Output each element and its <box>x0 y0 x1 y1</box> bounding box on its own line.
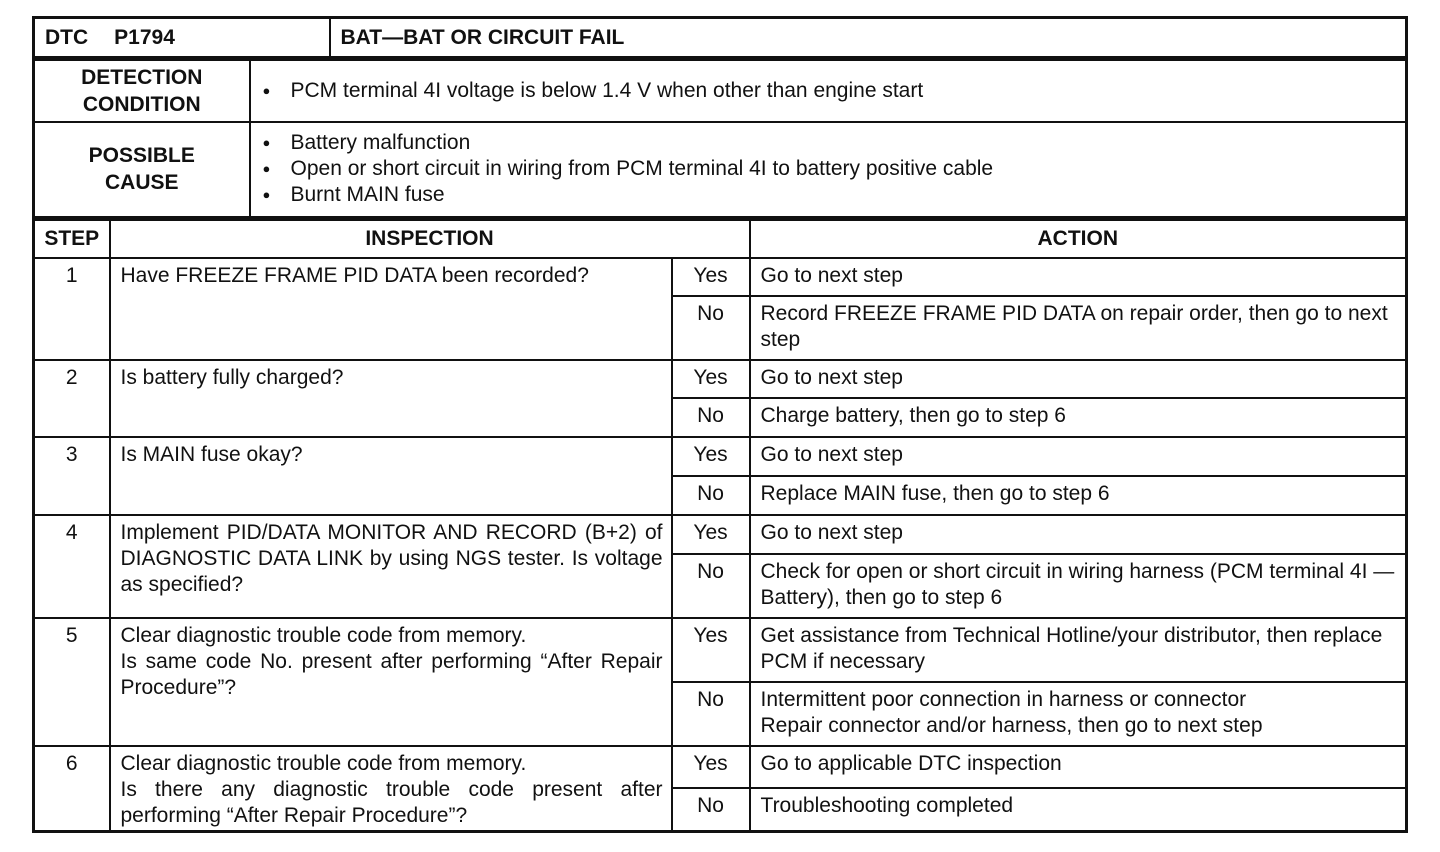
step-inspection: Have FREEZE FRAME PID DATA been recorded? <box>110 258 672 360</box>
steps-table <box>32 219 1408 834</box>
step-row <box>34 258 1407 296</box>
yes-action: Go to next step <box>750 360 1407 398</box>
step-number: 2 <box>34 360 110 437</box>
step-number: 5 <box>34 618 110 746</box>
step-inspection: Is battery fully charged? <box>110 360 672 437</box>
no-action: Charge battery, then go to step 6 <box>750 398 1407 437</box>
yes-action: Go to applicable DTC inspection <box>750 746 1407 788</box>
no-label: No <box>672 296 750 360</box>
step-row <box>34 515 1407 554</box>
dtc-label: DTC <box>45 25 89 49</box>
step-row <box>34 618 1407 682</box>
no-action: Intermittent poor connection in harness or connector Repair connector and/or harness, then go to next step <box>750 682 1407 746</box>
step-inspection: Clear diagnostic trouble code from memory. Is same code No. present after performing “After Repair Procedure”? <box>110 618 672 746</box>
yes-label: Yes <box>672 618 750 682</box>
yes-label: Yes <box>672 746 750 788</box>
possible-cause-label: POSSIBLE CAUSE <box>34 122 250 217</box>
detection-label: DETECTION CONDITION <box>34 60 250 122</box>
col-inspection: INSPECTION <box>110 220 750 258</box>
no-label: No <box>672 682 750 746</box>
step-row <box>34 746 1407 788</box>
conditions-table <box>32 59 1408 219</box>
no-action: Troubleshooting completed <box>750 788 1407 832</box>
step-number: 6 <box>34 746 110 832</box>
no-label: No <box>672 788 750 832</box>
yes-label: Yes <box>672 515 750 554</box>
yes-action: Go to next step <box>750 258 1407 296</box>
cause-item: ● Open or short circuit in wiring from PCM terminal 4I to battery positive cable <box>259 156 1406 182</box>
yes-action: Go to next step <box>750 437 1407 476</box>
no-action: Replace MAIN fuse, then go to step 6 <box>750 476 1407 515</box>
cause-item: ● Battery malfunction <box>259 130 1406 156</box>
dtc-title: BAT—BAT OR CIRCUIT FAIL <box>330 18 1407 58</box>
col-step: STEP <box>34 220 110 258</box>
step-row <box>34 360 1407 398</box>
yes-action: Go to next step <box>750 515 1407 554</box>
yes-label: Yes <box>672 437 750 476</box>
yes-label: Yes <box>672 258 750 296</box>
dtc-code: P1794 <box>114 25 175 49</box>
no-action: Check for open or short circuit in wiring harness (PCM terminal 4I — Battery), then go to step 6 <box>750 554 1407 618</box>
no-label: No <box>672 476 750 515</box>
yes-action: Get assistance from Technical Hotline/your distributor, then replace PCM if necessary <box>750 618 1407 682</box>
dtc-sheet <box>32 16 1408 833</box>
step-number: 1 <box>34 258 110 360</box>
step-inspection: Is MAIN fuse okay? <box>110 437 672 515</box>
no-action: Record FREEZE FRAME PID DATA on repair order, then go to next step <box>750 296 1407 360</box>
dtc-code-cell <box>34 18 330 58</box>
detection-content <box>250 60 1407 122</box>
col-action: ACTION <box>750 220 1407 258</box>
possible-cause-content <box>250 122 1407 217</box>
cause-item: ● Burnt MAIN fuse <box>259 182 1406 208</box>
step-inspection: Implement PID/DATA MONITOR AND RECORD (B+2) of DIAGNOSTIC DATA LINK by using NGS tester. Is voltage as specified? <box>110 515 672 618</box>
detection-item: ● PCM terminal 4I voltage is below 1.4 V when other than engine start <box>259 78 1406 104</box>
no-label: No <box>672 554 750 618</box>
yes-label: Yes <box>672 360 750 398</box>
step-row <box>34 437 1407 476</box>
step-inspection: Clear diagnostic trouble code from memory. Is there any diagnostic trouble code present after performing “After Repair Procedure”? <box>110 746 672 832</box>
step-number: 4 <box>34 515 110 618</box>
step-number: 3 <box>34 437 110 515</box>
no-label: No <box>672 398 750 437</box>
dtc-header <box>32 16 1408 59</box>
